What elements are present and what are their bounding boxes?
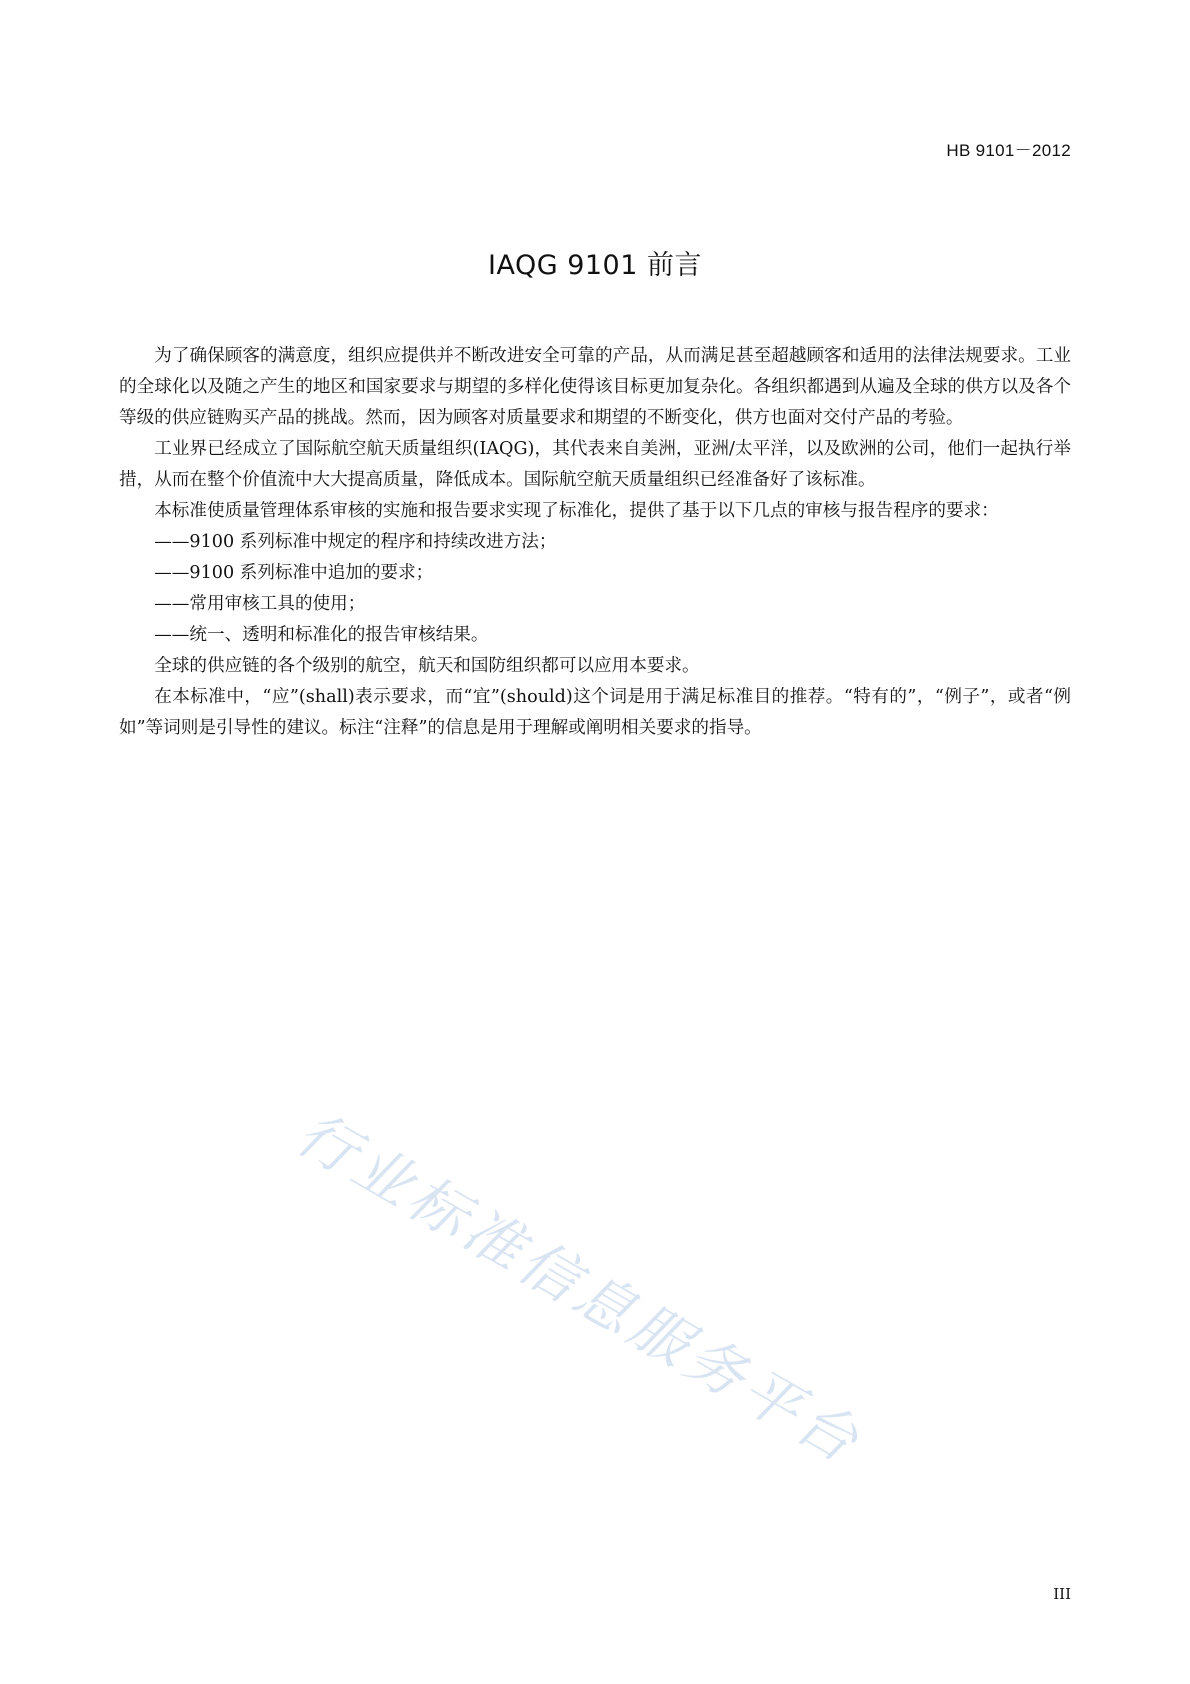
list-item: ——常用审核工具的使用；	[154, 594, 366, 614]
list-item: ——9100 系列标准中追加的要求；	[154, 563, 434, 583]
list-item: ——9100 系列标准中规定的程序和持续改进方法；	[154, 532, 557, 552]
watermark: 行业标准信息服务平台	[285, 1098, 874, 1478]
paragraph-scope: 本标准使质量管理体系审核的实施和报告要求实现了标准化，提供了基于以下几点的审核与报告程序的要求：	[154, 501, 999, 521]
paragraph-purpose: 为了确保顾客的满意度，组织应提供并不断改进安全可靠的产品，从而满足甚至超越顾客和适用的法律法规要求。工业的全球化以及随之产生的地区和国家要求与期望的多样化使得该目标更加复杂化。各组织都遇到从遍及全球的供方以及各个等级的供应链购买产品的挑战。然而，因为顾客对质量要求和期望的不断变化，供方也面对交付产品的考验。	[119, 346, 1071, 428]
standard-code: HB 9101－2012	[946, 141, 1071, 160]
page-number: III	[1053, 1585, 1071, 1603]
foreword-body	[119, 341, 1071, 744]
page-title: IAQG 9101 前言	[487, 250, 702, 281]
list-item: ——统一、透明和标准化的报告审核结果。	[154, 625, 489, 645]
paragraph-iaqg: 工业界已经成立了国际航空航天质量组织(IAQG)，其代表来自美洲，亚洲/太平洋，以及欧洲的公司，他们一起执行举措，从而在整个价值流中大大提高质量，降低成本。国际航空航天质量组织已经准备好了该标准。	[119, 439, 1071, 490]
paragraph-applicability: 全球的供应链的各个级别的航空，航天和国防组织都可以应用本要求。	[154, 656, 700, 676]
paragraph-terminology: 在本标准中，“应”(shall)表示要求，而“宜”(should)这个词是用于满足标准目的推荐。“特有的”，“例子”，或者“例如”等词则是引导性的建议。标注“注释”的信息是用于理解或阐明相关要求的指导。	[119, 687, 1071, 738]
